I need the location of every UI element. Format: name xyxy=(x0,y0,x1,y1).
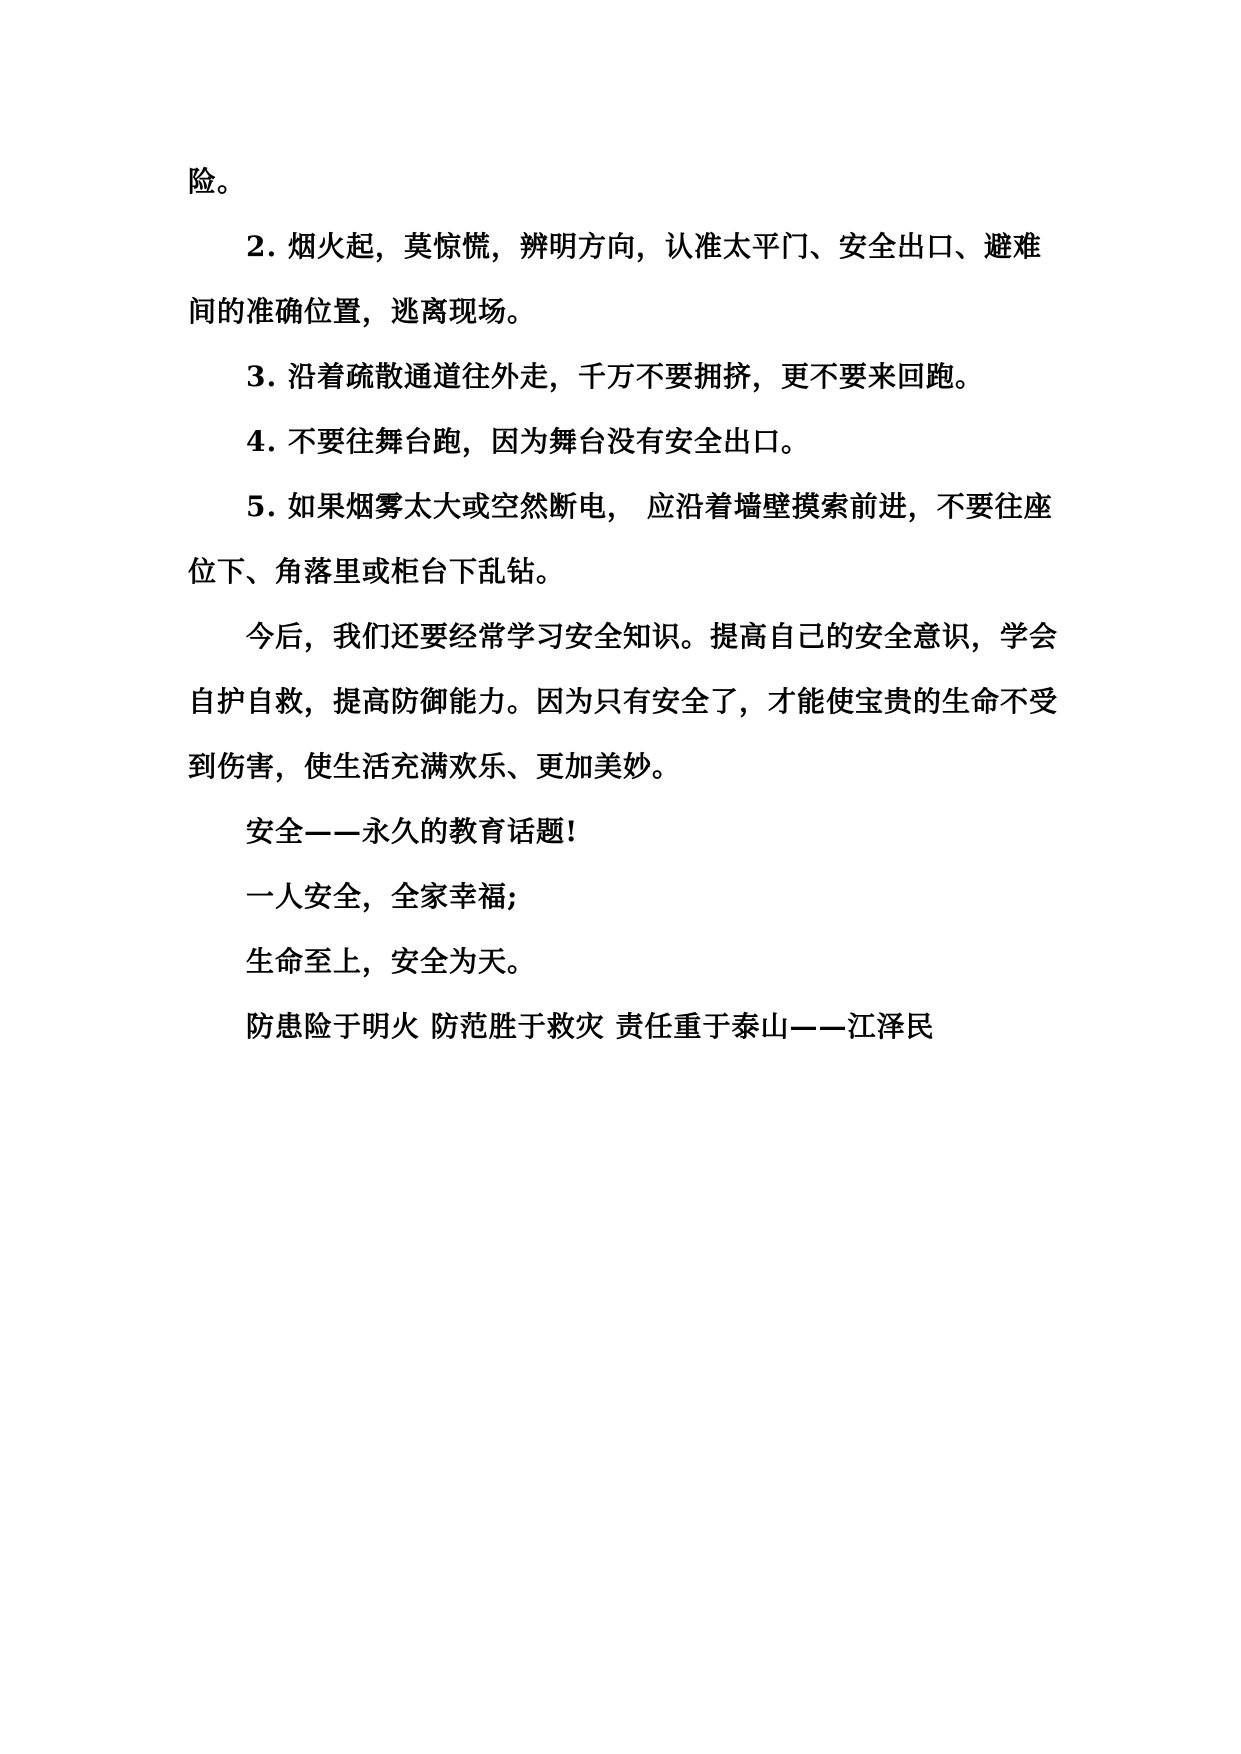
text-line-11: 安全——永久的教育话题! xyxy=(246,815,579,848)
text-line-9: 自护自救，提高防御能力。因为只有安全了，才能使宝贵的生命不受 xyxy=(188,685,1059,718)
text-line-14: 防患险于明火 防范胜于救灾 责任重于泰山——江泽民 xyxy=(246,1010,935,1043)
text-line-13: 生命至上，安全为天。 xyxy=(246,945,537,978)
text-line-2: 2. 烟火起，莫惊慌，辨明方向，认准太平门、安全出口、避难 xyxy=(246,230,1042,263)
text-line-12: 一人安全，全家幸福; xyxy=(246,880,519,913)
text-line-5: 4. 不要往舞台跑，因为舞台没有安全出口。 xyxy=(246,425,810,458)
text-line-6: 5. 如果烟雾太大或空然断电， 应沿着墙壁摸索前进，不要往座 xyxy=(246,490,1053,523)
text-line-1: 险。 xyxy=(188,165,247,198)
text-line-7: 位下、角落里或柜台下乱钻。 xyxy=(188,555,566,588)
text-line-10: 到伤害，使生活充满欢乐、更加美妙。 xyxy=(188,750,682,783)
text-line-3: 间的准确位置，逃离现场。 xyxy=(188,295,537,328)
text-line-4: 3. 沿着疏散通道往外走，千万不要拥挤，更不要来回跑。 xyxy=(246,360,984,393)
text-line-8: 今后，我们还要经常学习安全知识。提高自己的安全意识，学会 xyxy=(246,620,1059,653)
